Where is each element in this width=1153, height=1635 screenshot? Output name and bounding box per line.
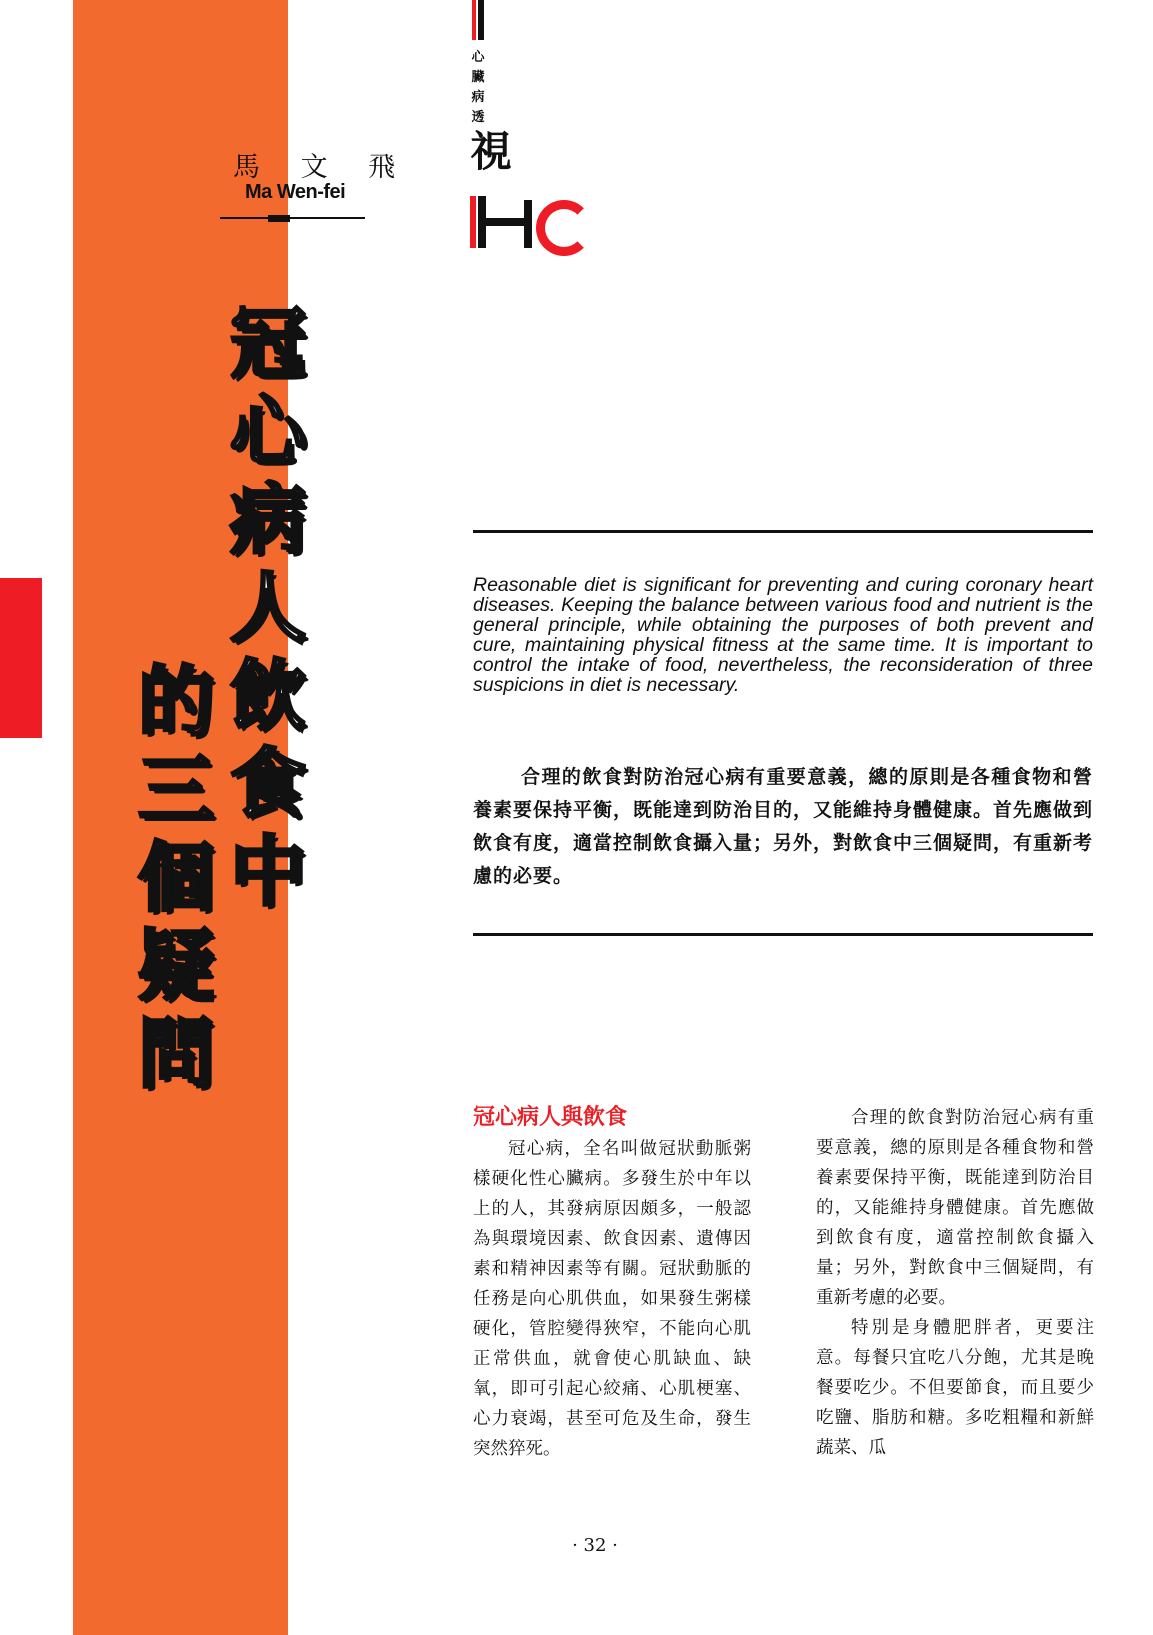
section-heading: 冠心病人與飲食 — [473, 1105, 628, 1130]
title-char: 問 — [138, 1009, 214, 1098]
body-column-right — [816, 1103, 1094, 1463]
logo-black-bar — [478, 0, 484, 40]
logo-h-red-stroke — [470, 196, 476, 248]
logo-red-bar — [472, 0, 476, 40]
body-paragraph: 特別是身體肥胖者，更要注意。每餐只宜吃八分飽，尤其是晚餐要吃少。不但要節食，而且要少吃鹽、脂肪和糖。多吃粗糧和新鮮蔬菜、瓜 — [816, 1318, 1094, 1458]
logo-h-right-stroke — [524, 200, 532, 248]
red-edge-tab — [0, 578, 42, 738]
logo-big-char: 視 — [470, 127, 513, 176]
title-char: 三 — [138, 745, 214, 834]
logo-label-char: 臟 — [471, 70, 485, 85]
title-char: 飲 — [230, 651, 306, 740]
logo-label-char: 心 — [471, 50, 485, 65]
title-char: 心 — [230, 387, 306, 476]
abstract-bottom-rule — [473, 933, 1093, 936]
title-char: 疑 — [138, 921, 214, 1010]
title-char: 食 — [230, 739, 306, 828]
logo-c-mark — [536, 200, 592, 256]
title-char: 的 — [138, 657, 214, 746]
page-number: · 32 · — [572, 1535, 618, 1556]
abstract-english: Reasonable diet is significant for preventing and curing coronary heart diseases. Keeping the balance between various food and nutrient is the general principle, while obtaining the purposes of both prevent and cure, maintaining physical fitness at the same time. It is important to control the intake of food, nevertheless, the reconsideration of three suspicions in diet is necessary. — [473, 574, 1093, 696]
title-line-2 — [130, 658, 222, 1098]
title-char: 個 — [138, 833, 214, 922]
title-char: 中 — [230, 827, 306, 916]
abstract-chinese: 合理的飲食對防治冠心病有重要意義，總的原則是各種食物和營養素要保持平衡，既能達到防治目的，又能維持身體健康。首先應做到飲食有度，適當控制飲食攝入量；另外，對飲食中三個疑問，有重新考慮的必要。 — [473, 766, 1094, 887]
title-char: 人 — [230, 563, 306, 652]
logo-label-char: 病 — [471, 90, 485, 105]
author-divider-tick — [268, 215, 290, 222]
title-char: 病 — [230, 475, 306, 564]
author-name-english: Ma Wen-fei — [245, 181, 346, 203]
logo-vertical-label — [470, 48, 486, 128]
title-line-1 — [222, 300, 314, 916]
title-char: 冠 — [230, 299, 306, 388]
logo-h-left-stroke — [478, 196, 486, 248]
body-paragraph: 冠心病，全名叫做冠狀動脈粥樣硬化性心臟病。多發生於中年以上的人，其發病原因頗多，一般認為與環境因素、飲食因素、遺傳因素和精神因素等有關。冠狀動脈的任務是向心肌供血，如果發生粥樣硬化，管腔變得狹窄，不能向心肌正常供血，就會使心肌缺血、缺氧，即可引起心絞痛、心肌梗塞、心力衰竭，甚至可危及生命，發生突然猝死。 — [473, 1139, 751, 1459]
logo-h-crossbar — [486, 218, 526, 226]
author-divider — [220, 217, 365, 219]
logo-label-char: 透 — [471, 110, 485, 125]
abstract-top-rule — [473, 530, 1093, 533]
column-logo — [470, 0, 610, 260]
body-column-left — [473, 1134, 751, 1464]
author-name-chinese: 馬 文 飛 — [233, 152, 412, 183]
body-paragraph: 合理的飲食對防治冠心病有重要意義，總的原則是各種食物和營養素要保持平衡，既能達到防治目的，又能維持身體健康。首先應做到飲食有度，適當控制飲食攝入量；另外，對飲食中三個疑問，有重新考慮的必要。 — [816, 1108, 1094, 1308]
